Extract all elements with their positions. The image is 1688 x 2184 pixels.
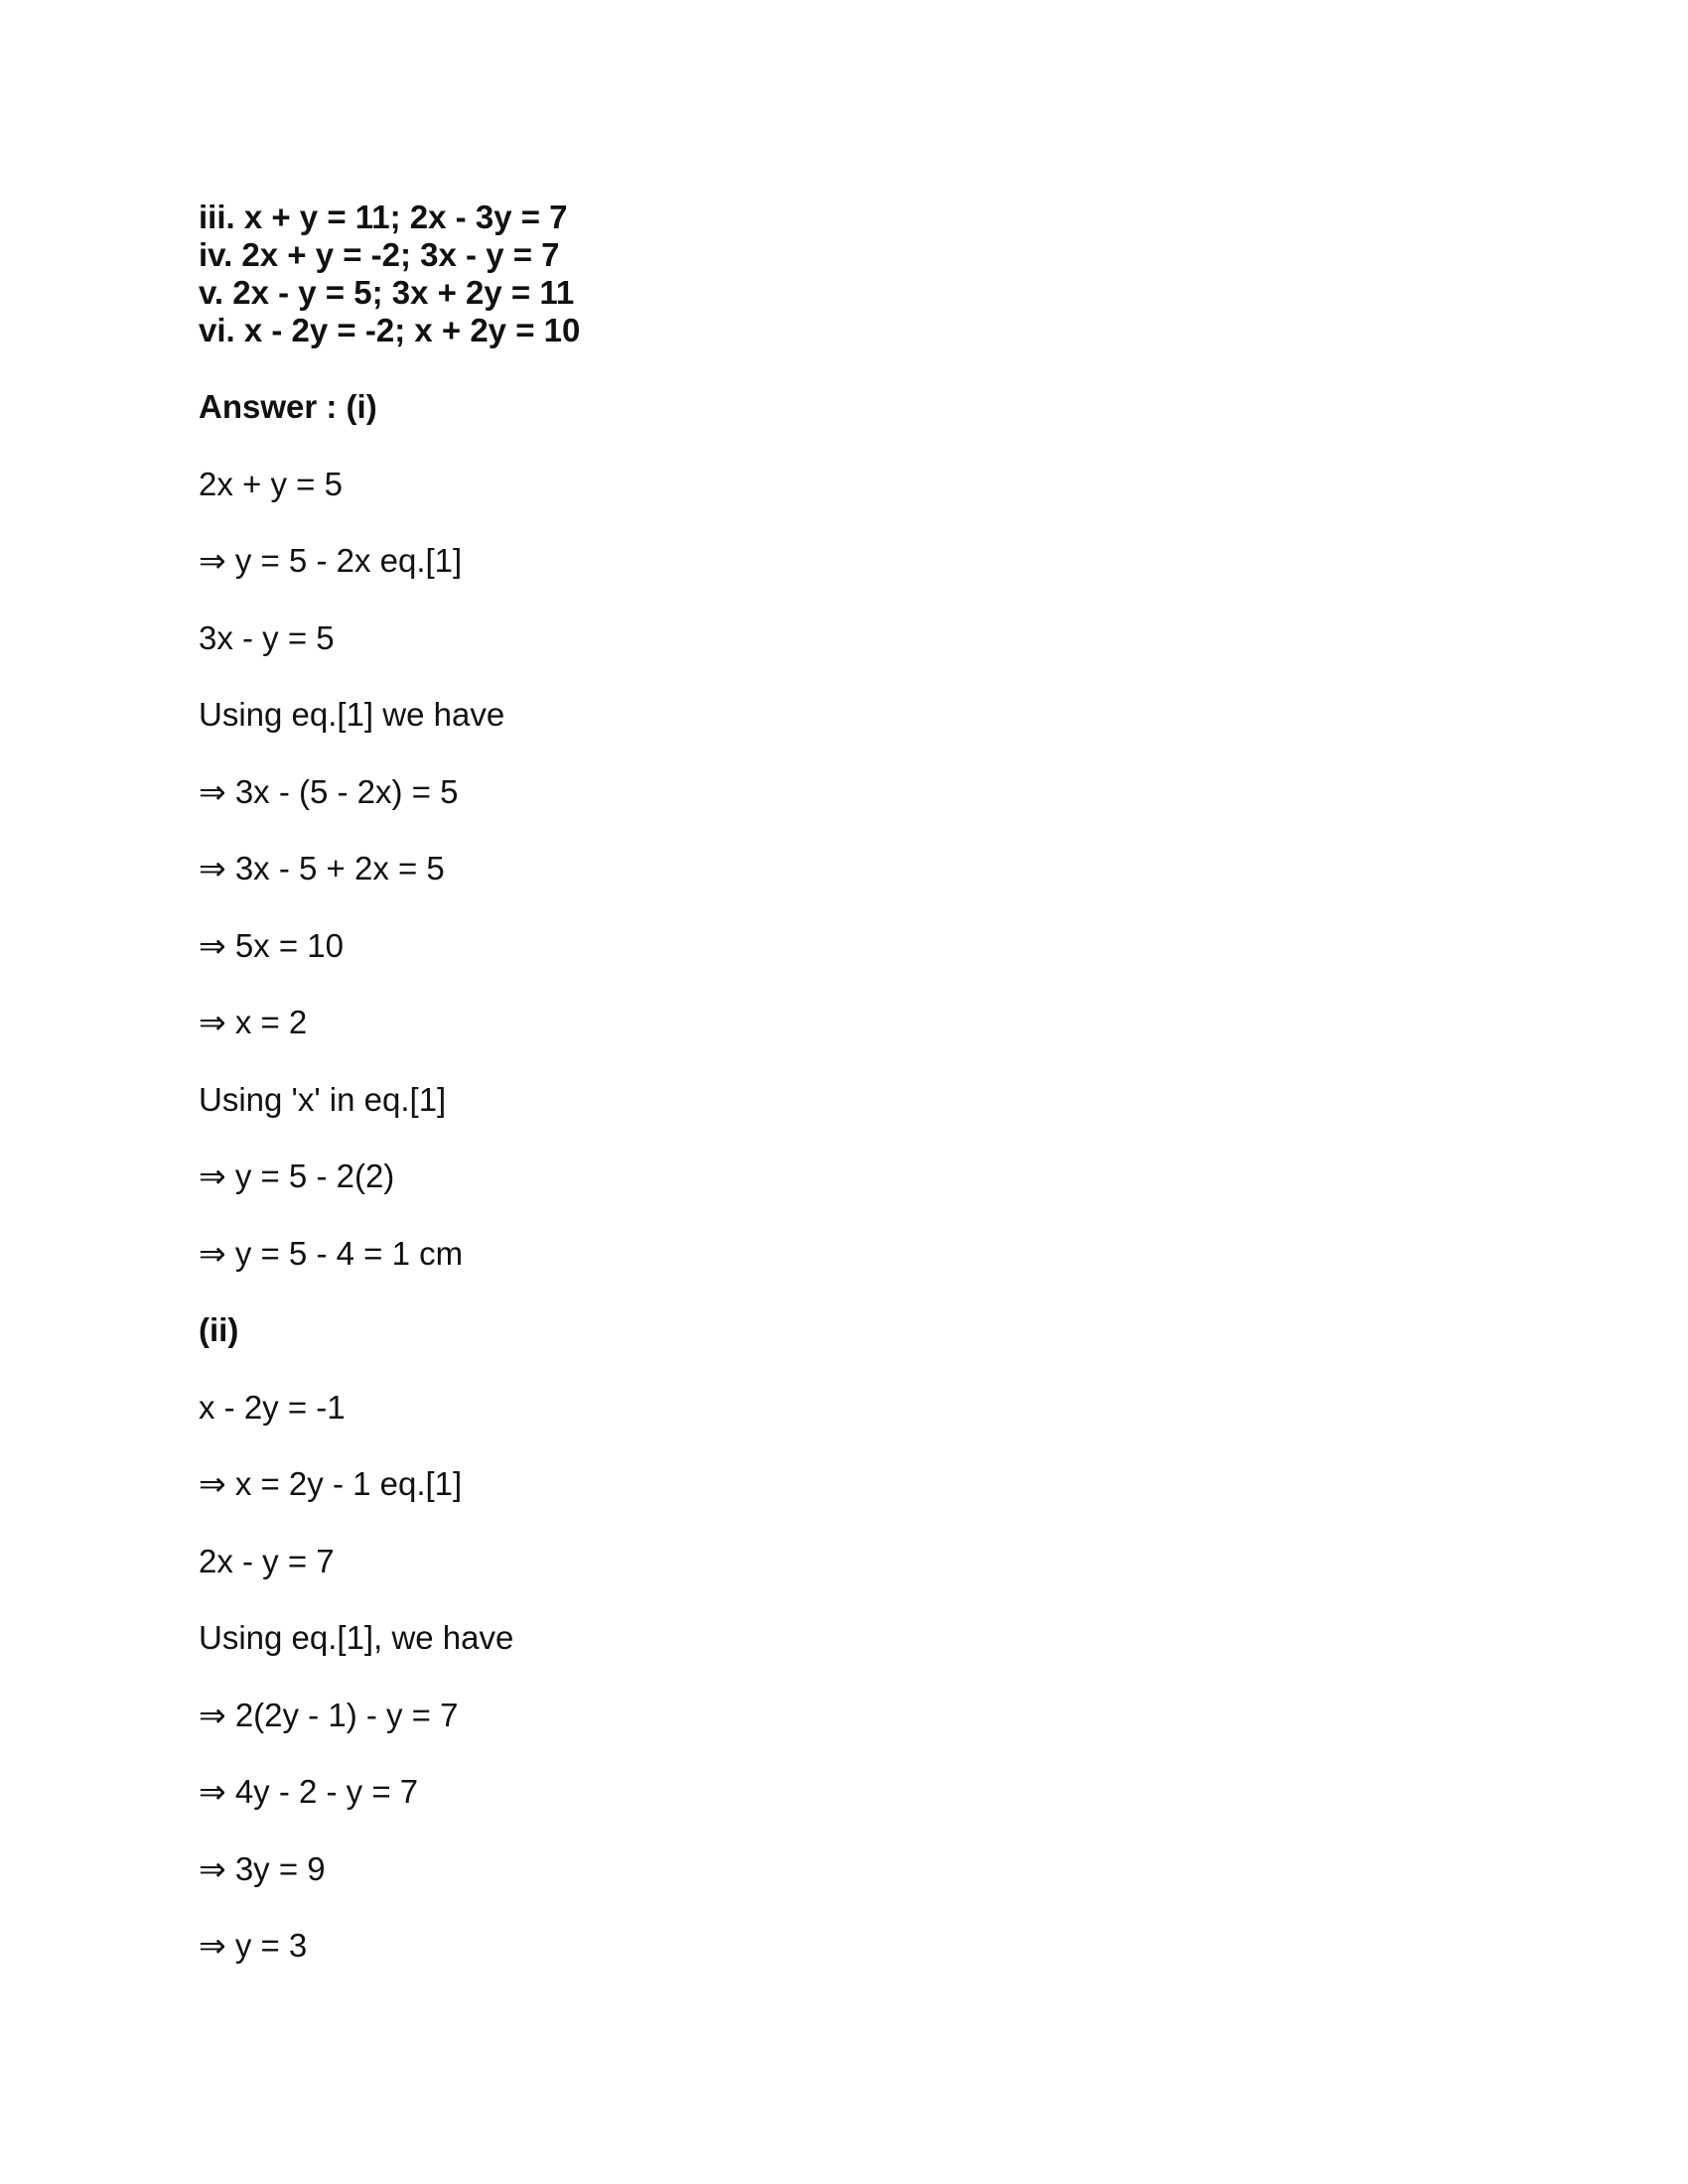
problem-item: iii. x + y = 11; 2x - 3y = 7 [199,199,568,235]
solution-line: 2x + y = 5 [199,465,343,502]
solution-line: ⇒ x = 2y - 1 eq.[1] [199,1465,463,1502]
solution-body [199,387,1489,2003]
solution-line: ⇒ 5x = 10 [199,926,344,964]
solution-line: ⇒ 3y = 9 [199,1849,326,1887]
solution-line: ⇒ y = 3 [199,1927,308,1964]
solution-line: Using 'x' in eq.[1] [199,1080,447,1118]
problem-item: iv. 2x + y = -2; 3x - y = 7 [199,236,560,273]
solution-line: ⇒ 2(2y - 1) - y = 7 [199,1696,459,1733]
solution-line: Using eq.[1], we have [199,1619,514,1656]
solution-line: Using eq.[1] we have [199,696,505,733]
problem-item: v. 2x - y = 5; 3x + 2y = 11 [199,274,575,311]
problem-item: vi. x - 2y = -2; x + 2y = 10 [199,312,581,348]
solution-line: ⇒ 4y - 2 - y = 7 [199,1773,419,1810]
solution-line: ⇒ 3x - (5 - 2x) = 5 [199,772,459,810]
solution-line: ⇒ 3x - 5 + 2x = 5 [199,850,445,887]
solution-line: ⇒ x = 2 [199,1004,308,1040]
problem-list [199,199,580,349]
solution-line: ⇒ y = 5 - 2(2) [199,1158,395,1194]
solution-line: ⇒ y = 5 - 2x eq.[1] [199,542,463,579]
part-heading: (ii) [199,1311,239,1348]
solution-line: x - 2y = -1 [199,1388,346,1426]
solution-line: 3x - y = 5 [199,618,335,656]
solution-line: 2x - y = 7 [199,1542,335,1579]
solution-line: ⇒ y = 5 - 4 = 1 cm [199,1234,464,1272]
answer-heading: Answer : (i) [199,388,377,425]
